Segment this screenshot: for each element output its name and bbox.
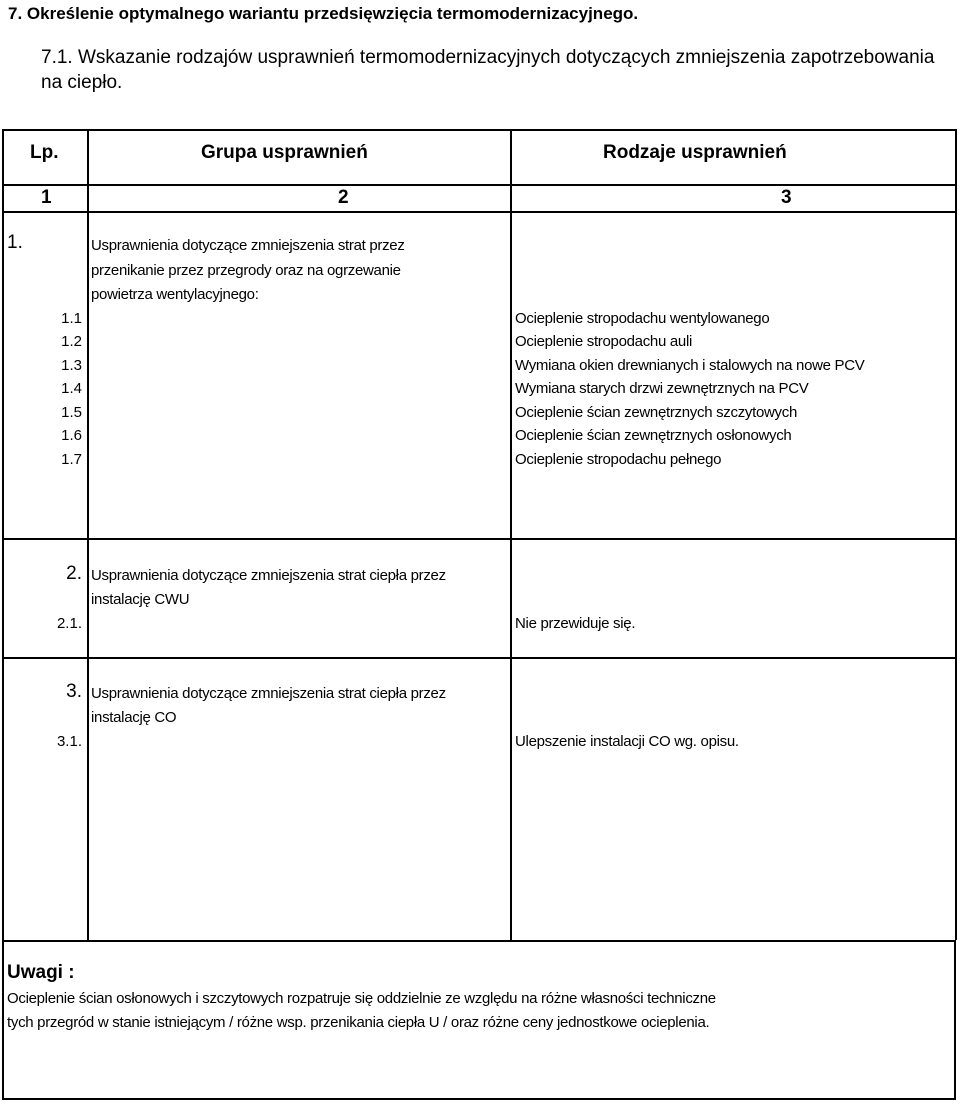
item-lp-1-5: 1.5 (61, 404, 82, 421)
item-lp-1-3: 1.3 (61, 357, 82, 374)
item-lp-1-1: 1.1 (61, 310, 82, 327)
item-lp-1-2: 1.2 (61, 333, 82, 350)
item-text-1-1: Ocieplenie stropodachu wentylowanego (515, 310, 770, 327)
group1-desc-line-2: przenikanie przez przegrody oraz na ogrzewanie (91, 262, 401, 279)
col-number-1: 1 (41, 187, 52, 208)
header-types: Rodzaje usprawnień (603, 142, 787, 163)
header-lp: Lp. (30, 142, 59, 163)
notes-line-1: Ocieplenie ścian osłonowych i szczytowych rozpatruje się oddzielnie ze względu na różne własności techniczne (7, 990, 716, 1007)
item-text-2-1: Nie przewiduje się. (515, 615, 636, 632)
group2-desc-line-1: Usprawnienia dotyczące zmniejszenia strat ciepła przez (91, 567, 446, 584)
item-lp-1-6: 1.6 (61, 427, 82, 444)
group2-desc-line-2: instalację CWU (91, 591, 190, 608)
notes-title: Uwagi : (7, 962, 75, 983)
item-text-1-5: Ocieplenie ścian zewnętrznych szczytowych (515, 404, 797, 421)
item-text-3-1: Ulepszenie instalacji CO wg. opisu. (515, 733, 739, 750)
item-lp-1-4: 1.4 (61, 380, 82, 397)
group2-number: 2. (66, 563, 82, 584)
item-lp-2-1: 2.1. (56, 615, 82, 632)
item-text-1-2: Ocieplenie stropodachu auli (515, 333, 693, 350)
group1-desc-line-1: Usprawnienia dotyczące zmniejszenia strat przez (91, 237, 405, 254)
col-number-2: 2 (338, 187, 349, 208)
item-text-1-4: Wymiana starych drzwi zewnętrznych na PCV (515, 380, 809, 397)
group1-desc-line-3: powietrza wentylacyjnego: (91, 286, 259, 303)
group1-number: 1. (7, 232, 23, 253)
group3-number: 3. (66, 681, 82, 702)
group3-desc-line-1: Usprawnienia dotyczące zmniejszenia strat ciepła przez (91, 685, 446, 702)
notes-line-2: tych przegród w stanie istniejącym / różne wsp. przenikania ciepła U / oraz różne ceny jednostkowe ocieplenia. (7, 1014, 710, 1031)
section-title: 7. Określenie optymalnego wariantu przedsięwzięcia termomodernizacyjnego. (8, 4, 639, 23)
group3-desc-line-2: instalację CO (91, 709, 177, 726)
col-number-3: 3 (781, 187, 792, 208)
item-text-1-6: Ocieplenie ścian zewnętrznych osłonowych (515, 427, 792, 444)
subsection-title: 7.1. Wskazanie rodzajów usprawnień termomodernizacyjnych dotyczących zmniejszenia zapotrzebowania na ciepło. (41, 47, 935, 93)
item-text-1-7: Ocieplenie stropodachu pełnego (515, 451, 722, 468)
item-lp-1-7: 1.7 (61, 451, 82, 468)
item-lp-3-1: 3.1. (56, 733, 82, 750)
item-text-1-3: Wymiana okien drewnianych i stalowych na nowe PCV (515, 357, 865, 374)
header-group: Grupa usprawnień (201, 142, 368, 163)
